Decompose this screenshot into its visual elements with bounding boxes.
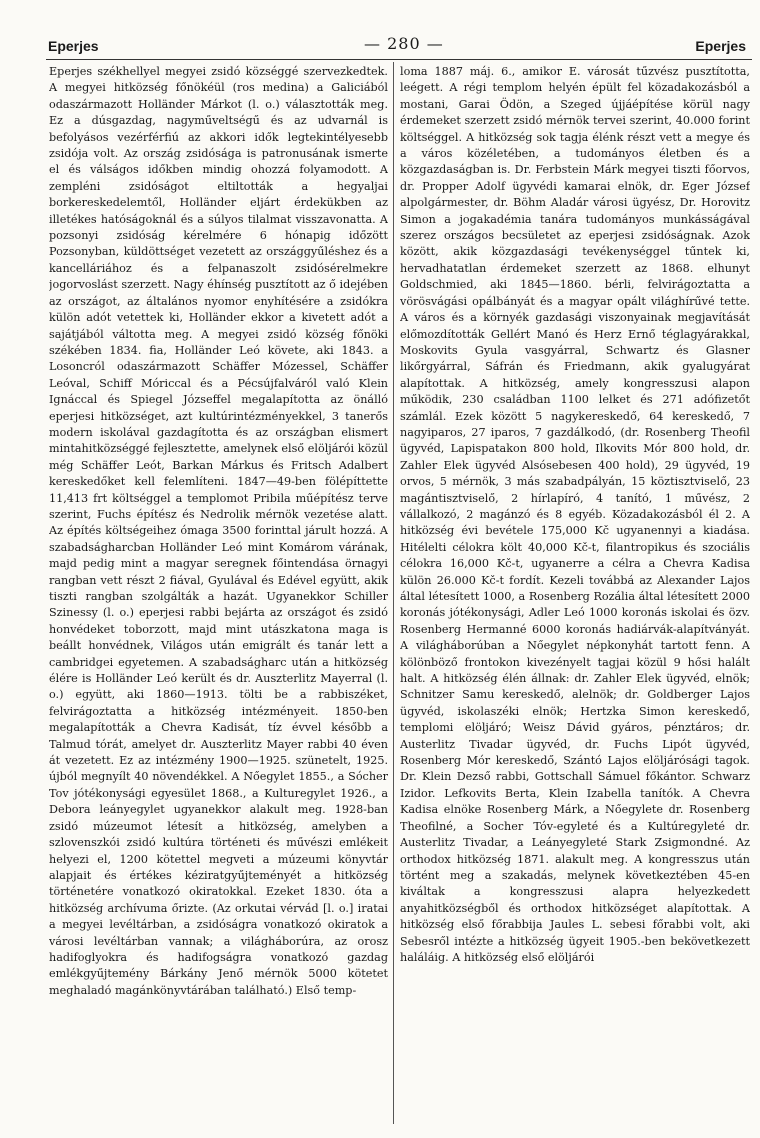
column-divider: [393, 62, 394, 1124]
right-column-text: loma 1887 máj. 6., amikor E. városát tűzvész pusztította, leégett. A régi templom helyén épült fel közadakozásból a mostani, Garai Ödön, a Szeged újjáépítése körül nagy érdemeket szerzett zsidó mérnök tervei szerint, 40.000 forint költséggel. A hitközség sok tagja élénk részt vett a megye és a város közéletében, a tudományos életben és a közgazdaságban is. Dr. Ferbstein Márk megyei tiszti főorvos, dr. Propper Adolf ügyvédi kamarai elnök, dr. Eger József alpolgármester, dr. Böhm Aladár városi ügyész, Dr. Horovitz Simon a jogakadémia tanára tudományos munkásságával szerez országos becsületet az eperjesi zsidóságnak. Azok között, akik közgazdasági tevékenységgel tűntek ki, hervadhatatlan érdemeket szerzett az 1868. elhunyt Goldschmied, aki 1845—1860. bérli, felvirágoztatta a vörösvágási opálbányát és a magyar opált világhírűvé tette. A város és a környék gazdasági viszonyainak megjavítását előmozdították Gellért Manó és Herz Ernő téglagyárakkal, Moskovits Gyula vasgyárral, Schwartz és Glasner likőrgyárral, Sáfrán és Friedmann, akik gyalugyárat alapítottak. A hitközség, amely kongresszusi alapon működik, 230 családban 1100 lelket és 271 adófizetőt számlál. Ezek között 5 nagykereskedő, 64 kereskedő, 7 nagyiparos, 27 iparos, 7 gazdálkodó, (dr. Rosenberg Theofil ügyvéd, Lapispatakon 800 hold, Ilkovits Mór 800 hold, dr. Zahler Elek ügyvéd Alsósebesen 400 hold), 29 ügyvéd, 19 orvos, 5 mérnök, 3 más szabadpályán, 15 köztisztviselő, 23 magántisztviselő, 2 hírlapíró, 4 tanító, 1 művész, 2 vállalkozó, 2 magánzó és 8 egyéb. Közadakozásból él 2. A hitközség évi bevétele 175,000 Kč ugyanennyi a kiadása. Hitélelti célokra költ 40,000 Kč-t, filantropikus és szociális célokra 16,000 Kč-t, ugyanerre a célra a Chevra Kadisa külön 26.000 Kč-t fordít. Kezeli továbbá az Alexander Lajos által létesített 1000, a Rosenberg Rozália által létesített 2000 koronás jótékonysági, Adler Leó 1000 koronás iskolai és özv. Rosenberg Hermanné 6000 koronás hadiárvák-alapítványát. A világháborúban a Nőegylet népkonyhát tartott fenn. A kölönböző frontokon kivezényelt tagjai közül 9 hősi halált halt. A hitközség élén állnak: dr. Zahler Elek ügyvéd, elnök; Schnitzer Samu kereskedő, alelnök; dr. Goldberger Lajos ügyvéd, iskolaszéki elnök; Hertzka Simon kereskedő, templomi elöljáró; Weisz Dávid gyáros, pénztáros; dr. Austerlitz Tivadar ügyvéd, dr. Fuchs Lipót ügyvéd, Rosenberg Mór kereskedő, Szántó Lajos elöljárósági tagok. Dr. Klein Dezső rabbi, Gottschall Sámuel főkántor. Schwarz Izidor. Lefkovits Berta, Klein Izabella tanítók. A Chevra Kadisa elnöke Rosenberg Márk, a Nőegylete dr. Rosenberg Theofilné, a Socher Tóv-egyleté és a Kultúregyleté dr. Austerlitz Tivadar, a Leányegyleté Stark Zsigmondné. Az orthodox hitközség 1871. alakult meg. A kongresszus után történt meg a szakadás, melynek következtében 45-en kiváltak a kongresszusi alapra helyezkedett anyahitközségből és orthodox hitközséget alapítottak. A hitközség első főrabbija Jaules L. sebesi főrabbi volt, aki Sebesről intézte a hitközség ügyeit 1905.-ben bekövetkezett haláláig. A hitközség első elöljárói: [400, 65, 750, 964]
page-number: — 280 —: [364, 34, 444, 53]
left-column: [49, 64, 388, 1124]
header-left-title: Eperjes: [48, 38, 99, 54]
right-column: [400, 64, 750, 1124]
header-rule: [46, 59, 752, 60]
running-header: [48, 34, 750, 56]
left-column-text: Eperjes székhellyel megyei zsidó községgé szervezkedtek. A megyei hitközség főnökéül (ros medina) a Galiciából odaszármazott Holländer Márkot (l. o.) választották meg. Ez a dúsgazdag, nagyműveltségű és az udvarnál is befolyásos vezérférfiú az akkori idők legtekintélyesebb zsidója volt. Az ország zsidósága is patronusának ismerte el és válságos időkben mindig ohozzá folyamodott. A zempléni zsidóságot eltiltották a hegyaljai borkereskedelemtől, Holländer eljárt érdekükben az illetékes hatóságoknál és a súlyos tilalmat visszavonatta. A pozsonyi zsidóság kérelmére 6 hónapig időzött Pozsonyban, küldöttséget vezetett az országgyűléshez és a kancelláriához és a felpanaszolt zsidósérelmekre jogorvoslást szerzett. Nagy éhínség pusztított az ő idejében az országot, az általános nyomor enyhítésére a zsidókra külön adót vetettek ki, Holländer ekkor a kivetett adót a sajátjából váltotta meg. A megyei zsidó község főnöki székében 1834. fia, Holländer Leó követe, aki 1843. a Losoncról odaszármazott Schäffer Mózessel, Schäffer Leóval, Schiff Móriccal és a Pécsújfalváról való Klein Ignáccal és Spiegel Józseffel megalapította az önálló eperjesi hitközséget, azt kultúrintézményekkel, 3 tanerős modern iskolával gazdagította és az országban elismert mintahitközséggé fejlesztette, amelynek első elöljárói közül még Schäffer Leót, Barkan Márkus és Fritsch Adalbert kereskedőket kell felemlíteni. 1847—49-ben fölépíttette 11,413 frt költséggel a templomot Pribila műépítész terve szerint, Fuchs építész és Nedrolik mérnök vezetése alatt. Az építés költségeihez ómaga 3500 forinttal járult hozzá. A szabadságharcban Holländer Leó mint Komárom várának, majd pedig mint a magyar seregnek főintendása örnagyi rangban vett részt 2 fiával, Gyulával és Edével együtt, akik tiszti rangban szolgálták a hazát. Ugyanekkor Schiller Szinessy (l. o.) eperjesi rabbi bejárta az országot és zsidó honvédeket toborzott, majd mint utászkatona maga is beállt honvédnek, Világos után emigrált és tanár lett a cambridgei egyetemen. A szabadságharc után a hitközség élére is Holländer Leó került és dr. Auszterlitz Mayerral (l. o.) együtt, aki 1860—1913. tölti be a rabbiszéket, felvirágoztatta a hitközség intézményeit. 1850-ben megalapították a Chevra Kadisát, tíz évvel később a Talmud tórát, amelyet dr. Auszterlitz Mayer rabbi 40 éven át vezetett. Ez az intézmény 1900—1925. szünetelt, 1925. újból megnyílt 40 növendékkel. A Nőegylet 1855., a Sócher Tov jótékonysági egyesület 1868., a Kulturegylet 1926., a Debora leányegylet ugyanekkor alakult meg. 1928-ban zsidó múzeumot létesít a hitközség, amelyben a szlovenszkói zsidó kultúra történeti és művészi emlékeit helyezi el, 1200 kötettel megveti a múzeumi könyvtár alapjait és értékes kéziratgyűjteményét a hitközség történetére vonatkozó okiratokkal. Ezeket 1830. óta a hitközség archívuma őrizte. (Az orkutai vérvád [l. o.] iratai a megyei levéltárban, a zsidóságra vonatkozó okiratok a városi levéltárban vannak; a világháborúra, az orosz hadifoglyokra és hadifogságra vonatkozó gazdag emlékgyűjtemény Bárkány Jenő mérnök 5000 kötetet meghaladó magánkönyvtárában található.) Első temp-: [49, 65, 388, 997]
header-right-title: Eperjes: [695, 38, 746, 54]
